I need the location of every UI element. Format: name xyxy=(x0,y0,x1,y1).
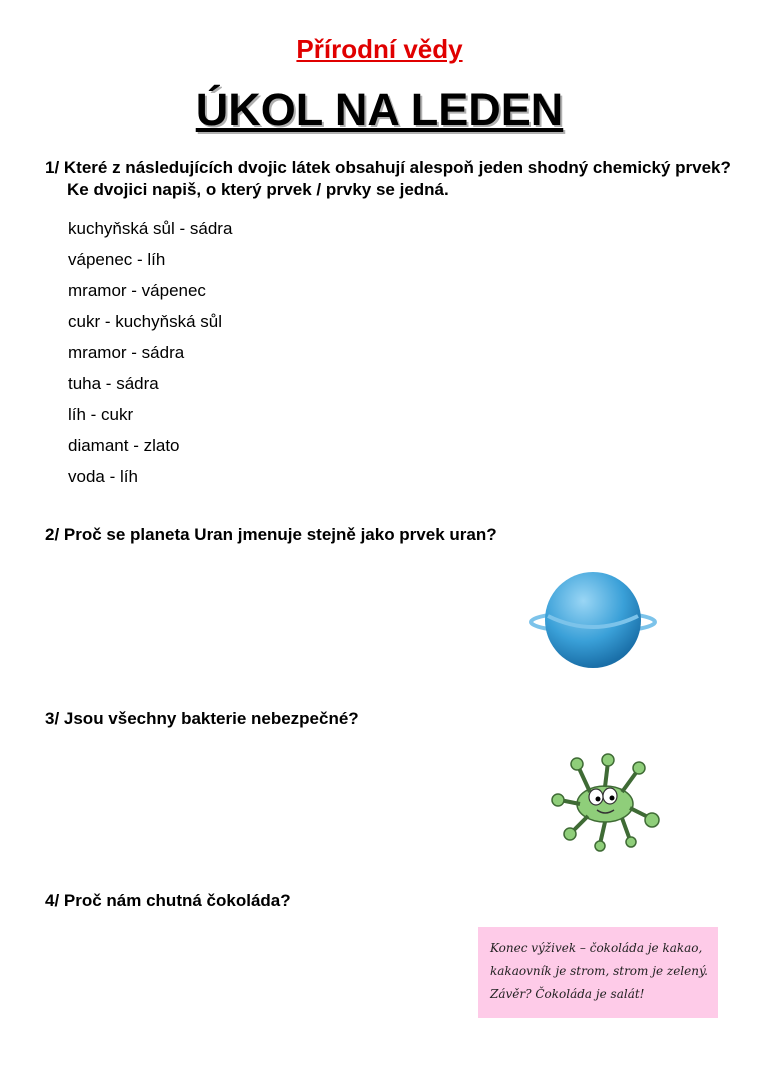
joke-note xyxy=(478,927,718,1018)
list-item: kuchyňská sůl - sádra xyxy=(68,219,233,238)
list-item: diamant - zlato xyxy=(68,436,180,455)
subject-heading: Přírodní vědy xyxy=(296,34,463,64)
list-item: mramor - vápenec xyxy=(68,281,206,300)
question-2: 2/ Proč se planeta Uran jmenuje stejně jako prvek uran? xyxy=(45,525,497,544)
note-line: kakaovník je strom, strom je zelený. xyxy=(490,964,708,978)
note-line: Závěr? Čokoláda je salát! xyxy=(490,987,645,1001)
question-3: 3/ Jsou všechny bakterie nebezpečné? xyxy=(45,709,359,728)
substance-pairs-list xyxy=(68,218,232,497)
list-item: voda - líh xyxy=(68,467,138,486)
question-4: 4/ Proč nám chutná čokoláda? xyxy=(45,891,291,910)
list-item: mramor - sádra xyxy=(68,343,185,362)
question-1: 1/ Které z následujících dvojic látek obsahují alespoň jeden shodný chemický prvek? Ke dvojici napiš, o který prvek / prvky se jedná. xyxy=(45,158,731,199)
list-item: cukr - kuchyňská sůl xyxy=(68,312,222,331)
list-item: líh - cukr xyxy=(68,405,134,424)
list-item: tuha - sádra xyxy=(68,374,159,393)
list-item: vápenec - líh xyxy=(68,250,166,269)
page-title: ÚKOL NA LEDEN xyxy=(195,84,564,135)
planet-uranus-icon xyxy=(528,568,658,672)
note-line: Konec výživek – čokoláda je kakao, xyxy=(490,941,703,955)
bacteria-cartoon-icon xyxy=(550,752,660,852)
